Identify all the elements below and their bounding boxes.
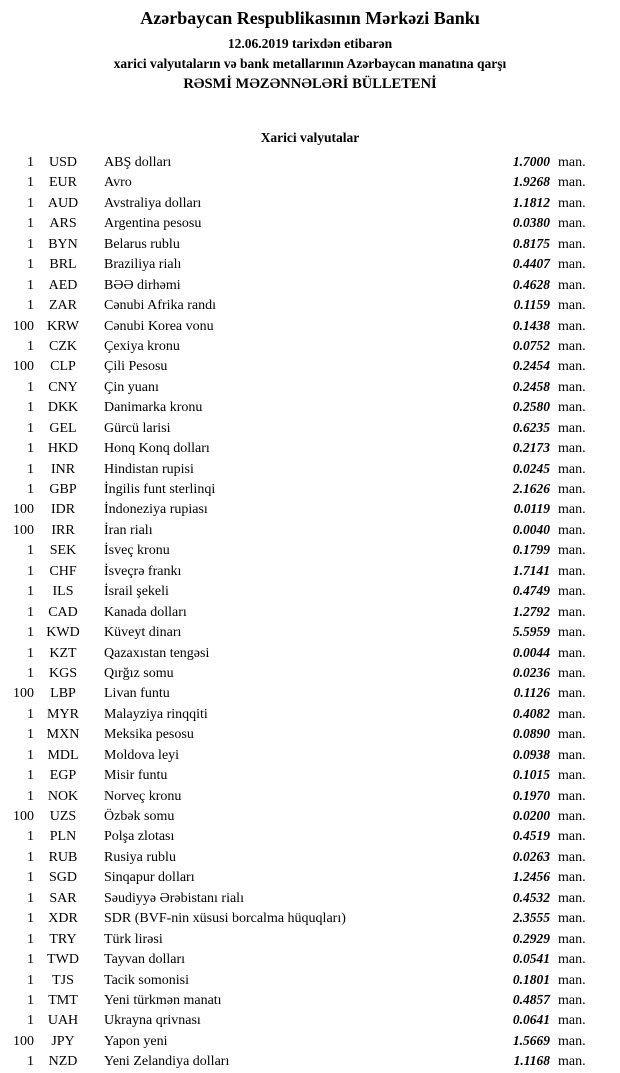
table-row: [4, 847, 594, 867]
row-unit-label: man.: [558, 400, 586, 416]
row-rate-value: 5.5959: [512, 624, 550, 640]
row-currency-code: AED: [48, 277, 78, 293]
row-unit-label: man.: [558, 236, 586, 252]
row-currency-name: Yeni türkmən manatı: [104, 992, 222, 1008]
row-rate-value: 0.1126: [513, 685, 550, 701]
row-currency-code: TJS: [52, 972, 74, 988]
row-quantity: 1: [27, 277, 34, 293]
table-row: [4, 888, 594, 908]
row-quantity: 1: [27, 195, 34, 211]
row-unit-label: man.: [558, 1054, 586, 1070]
row-unit-label: man.: [558, 584, 586, 600]
row-currency-code: EGP: [49, 768, 77, 784]
table-row: [4, 683, 594, 703]
row-currency-name: Tacik somonisi: [104, 972, 189, 988]
row-currency-name: Belarus rublu: [104, 236, 180, 252]
bulletin-subtitle: xarici valyutaların və bank metallarının Azərbaycan manatına qarşı: [113, 56, 507, 71]
row-quantity: 1: [27, 829, 34, 845]
table-row: [4, 1010, 594, 1030]
row-currency-code: UZS: [49, 809, 77, 824]
table-row: [4, 540, 594, 560]
row-currency-name: İsrail şekeli: [104, 584, 169, 600]
row-unit-label: man.: [558, 338, 586, 354]
row-unit-label: man.: [558, 849, 586, 865]
row-currency-name: Meksika pesosu: [104, 727, 194, 743]
row-currency-code: NOK: [47, 788, 79, 804]
row-rate-value: 0.0263: [512, 848, 550, 864]
row-quantity: 1: [27, 379, 34, 395]
table-row: [4, 561, 594, 581]
row-unit-label: man.: [558, 563, 586, 579]
row-currency-code: ILS: [52, 584, 74, 600]
table-row: [4, 1051, 594, 1071]
row-currency-code: CZK: [49, 338, 77, 354]
row-currency-code: LBP: [50, 686, 76, 702]
row-currency-code: SAR: [49, 890, 77, 906]
row-currency-name: BƏƏ dirhəmi: [104, 277, 181, 293]
row-unit-label: man.: [558, 809, 586, 824]
row-currency-name: İsveçrə frankı: [104, 563, 182, 579]
row-currency-name: Yapon yeni: [104, 1033, 168, 1049]
row-unit-label: man.: [558, 420, 586, 436]
row-currency-code: XDR: [48, 911, 78, 927]
table-row: [4, 581, 594, 601]
row-rate-value: 0.4407: [512, 256, 550, 272]
row-currency-name: Avro: [104, 175, 132, 191]
row-quantity: 1: [27, 952, 34, 968]
rates-table: [0, 152, 620, 1072]
row-quantity: 1: [27, 911, 34, 927]
bulletin-title: RƏSMİ MƏZƏNNƏLƏRİ BÜLLETENİ: [183, 76, 437, 92]
row-currency-name: Qırğız somu: [104, 665, 174, 681]
row-currency-code: MYR: [47, 706, 79, 722]
row-rate-value: 0.1159: [513, 297, 550, 313]
row-rate-value: 0.0641: [512, 1012, 550, 1028]
row-currency-code: GBP: [49, 482, 77, 497]
row-rate-value: 0.2458: [512, 378, 550, 394]
row-rate-value: 1.1168: [513, 1053, 550, 1069]
row-unit-label: man.: [558, 706, 586, 722]
row-quantity: 1: [27, 890, 34, 906]
row-currency-code: EUR: [49, 175, 77, 191]
row-currency-name: İndoneziya rupiası: [104, 502, 208, 518]
row-currency-code: AUD: [47, 195, 79, 211]
row-currency-code: IDR: [50, 502, 76, 518]
row-quantity: 1: [27, 992, 34, 1008]
row-currency-code: TWD: [47, 952, 79, 968]
row-rate-value: 0.0040: [512, 521, 550, 537]
row-currency-name: Danimarka kronu: [104, 400, 203, 416]
row-currency-name: İran rialı: [104, 522, 153, 538]
row-unit-label: man.: [558, 768, 586, 784]
row-currency-name: Qazaxıstan tengəsi: [104, 645, 210, 661]
row-currency-code: SGD: [48, 870, 77, 886]
row-unit-label: man.: [558, 441, 586, 457]
table-row: [4, 234, 594, 254]
row-currency-code: USD: [48, 155, 77, 170]
table-row: [4, 826, 594, 846]
row-unit-label: man.: [558, 155, 586, 170]
table-row: [4, 622, 594, 642]
row-currency-name: Hindistan rupisi: [104, 461, 194, 477]
row-quantity: 1: [27, 155, 34, 170]
row-quantity: 1: [27, 665, 34, 681]
row-rate-value: 0.2454: [512, 358, 550, 374]
row-currency-code: MXN: [46, 727, 80, 743]
row-unit-label: man.: [558, 645, 586, 661]
row-currency-name: Sinqapur dolları: [104, 870, 195, 886]
row-unit-label: man.: [558, 298, 586, 314]
row-rate-value: 1.5669: [512, 1032, 550, 1048]
row-rate-value: 0.4082: [512, 705, 550, 721]
row-unit-label: man.: [558, 318, 586, 334]
row-currency-code: INR: [50, 461, 76, 477]
row-currency-name: Argentina pesosu: [104, 216, 202, 232]
row-unit-label: man.: [558, 665, 586, 681]
row-unit-label: man.: [558, 911, 586, 927]
row-unit-label: man.: [558, 502, 586, 518]
row-unit-label: man.: [558, 686, 586, 702]
row-rate-value: 0.0890: [512, 726, 550, 742]
table-row: [4, 397, 594, 417]
table-row: [4, 786, 594, 806]
table-row: [4, 295, 594, 315]
table-row: [4, 316, 594, 336]
row-unit-label: man.: [558, 543, 586, 559]
row-rate-value: 1.7141: [512, 562, 550, 578]
row-currency-code: TMT: [48, 992, 78, 1008]
table-row: [4, 356, 594, 376]
row-currency-code: PLN: [49, 829, 77, 845]
effective-date: 12.06.2019 tarixdən etibarən: [227, 36, 393, 51]
table-row: [4, 520, 594, 540]
row-currency-name: Türk lirəsi: [104, 931, 163, 947]
row-unit-label: man.: [558, 890, 586, 906]
row-unit-label: man.: [558, 522, 586, 538]
row-rate-value: 0.0245: [512, 460, 550, 476]
row-rate-value: 0.2580: [512, 399, 550, 415]
row-rate-value: 0.4532: [512, 889, 550, 905]
row-rate-value: 0.4749: [512, 583, 550, 599]
row-unit-label: man.: [558, 992, 586, 1008]
row-quantity: 1: [27, 257, 34, 273]
table-row: [4, 499, 594, 519]
row-rate-value: 1.2456: [512, 869, 550, 885]
row-quantity: 100: [13, 522, 34, 538]
row-currency-code: DKK: [47, 400, 79, 416]
row-quantity: 1: [27, 727, 34, 743]
row-currency-name: İsveç kronu: [104, 543, 170, 559]
row-currency-name: Səudiyyə Ərəbistanı rialı: [104, 890, 244, 906]
table-row: [4, 663, 594, 683]
row-quantity: 1: [27, 338, 34, 354]
table-row: [4, 724, 594, 744]
row-rate-value: 0.4519: [512, 828, 550, 844]
row-unit-label: man.: [558, 195, 586, 211]
row-rate-value: 0.4628: [512, 276, 550, 292]
table-row: [4, 929, 594, 949]
row-rate-value: 1.9268: [512, 174, 550, 190]
row-currency-name: Avstraliya dolları: [104, 195, 202, 211]
row-quantity: 1: [27, 870, 34, 886]
row-unit-label: man.: [558, 175, 586, 191]
row-rate-value: 0.1799: [512, 542, 550, 558]
row-unit-label: man.: [558, 277, 586, 293]
row-rate-value: 0.0044: [512, 644, 550, 660]
table-row: [4, 1031, 594, 1051]
row-quantity: 1: [27, 788, 34, 804]
row-unit-label: man.: [558, 972, 586, 988]
row-rate-value: 2.3555: [512, 910, 550, 926]
row-quantity: 1: [27, 972, 34, 988]
row-quantity: 1: [27, 604, 34, 620]
row-currency-name: Cənubi Korea vonu: [104, 318, 214, 334]
row-quantity: 1: [27, 236, 34, 252]
row-unit-label: man.: [558, 257, 586, 273]
row-rate-value: 0.8175: [512, 235, 550, 251]
row-quantity: 1: [27, 563, 34, 579]
row-currency-code: IRR: [51, 522, 75, 538]
row-currency-name: ABŞ dolları: [104, 155, 172, 170]
row-unit-label: man.: [558, 379, 586, 395]
row-currency-name: Polşa zlotası: [104, 829, 175, 845]
row-currency-code: BRL: [49, 257, 77, 273]
row-rate-value: 2.1626: [512, 481, 550, 496]
table-row: [4, 336, 594, 356]
row-rate-value: 0.0119: [513, 501, 550, 517]
row-rate-value: 0.1015: [512, 767, 550, 783]
row-rate-value: 1.2792: [512, 603, 550, 619]
row-unit-label: man.: [558, 1013, 586, 1029]
row-currency-code: KGS: [48, 665, 77, 681]
row-rate-value: 0.0380: [512, 215, 550, 231]
row-rate-value: 0.0200: [512, 808, 550, 823]
row-currency-name: Kanada dolları: [104, 604, 187, 620]
row-quantity: 1: [27, 931, 34, 947]
row-currency-name: Çexiya kronu: [104, 338, 180, 354]
row-unit-label: man.: [558, 359, 586, 375]
row-currency-name: Malayziya rinqqiti: [104, 706, 208, 722]
table-row: [4, 172, 594, 192]
table-row: [4, 275, 594, 295]
row-quantity: 1: [27, 543, 34, 559]
row-rate-value: 0.0236: [512, 664, 550, 680]
row-currency-code: CAD: [48, 604, 78, 620]
row-quantity: 1: [27, 175, 34, 191]
row-quantity: 1: [27, 482, 34, 497]
row-currency-name: Çili Pesosu: [104, 359, 168, 375]
row-unit-label: man.: [558, 788, 586, 804]
row-currency-code: KRW: [47, 318, 79, 334]
row-quantity: 1: [27, 584, 34, 600]
row-currency-name: Ukrayna qrivnası: [104, 1013, 201, 1029]
row-quantity: 1: [27, 706, 34, 722]
table-row: [4, 377, 594, 397]
row-currency-code: KWD: [46, 625, 80, 641]
row-rate-value: 0.1438: [512, 317, 550, 333]
row-currency-name: Gürcü larisi: [104, 420, 171, 436]
table-row: [4, 745, 594, 765]
table-row: [4, 438, 594, 458]
row-quantity: 1: [27, 441, 34, 457]
row-currency-name: Livan funtu: [104, 686, 170, 702]
row-unit-label: man.: [558, 952, 586, 968]
row-unit-label: man.: [558, 870, 586, 886]
row-currency-name: SDR (BVF-nin xüsusi borcalma hüquqları): [104, 911, 346, 927]
row-currency-code: CLP: [50, 359, 76, 375]
row-unit-label: man.: [558, 1033, 586, 1049]
row-currency-code: JPY: [51, 1033, 75, 1049]
table-row: [4, 602, 594, 622]
row-currency-name: Yeni Zelandiya dolları: [104, 1054, 230, 1070]
row-rate-value: 0.1970: [512, 787, 550, 803]
row-unit-label: man.: [558, 747, 586, 763]
table-row: [4, 418, 594, 438]
row-currency-name: Braziliya rialı: [104, 257, 182, 273]
row-quantity: 100: [13, 1033, 34, 1049]
row-unit-label: man.: [558, 931, 586, 947]
row-currency-code: NZD: [48, 1054, 78, 1070]
row-rate-value: 0.2929: [512, 930, 550, 946]
row-unit-label: man.: [558, 625, 586, 641]
row-currency-name: Özbək somu: [104, 809, 175, 824]
row-unit-label: man.: [558, 216, 586, 232]
row-currency-code: BYN: [48, 236, 78, 252]
row-rate-value: 1.7000: [512, 154, 550, 169]
row-rate-value: 1.1812: [512, 194, 550, 210]
row-currency-code: ARS: [49, 216, 77, 232]
table-row: [4, 213, 594, 233]
table-row: [4, 765, 594, 785]
table-row: [4, 643, 594, 663]
row-quantity: 1: [27, 625, 34, 641]
row-currency-name: Honq Konq dolları: [104, 441, 210, 457]
row-currency-code: UAH: [47, 1013, 79, 1029]
row-quantity: 1: [27, 768, 34, 784]
table-row: [4, 949, 594, 969]
table-row: [4, 908, 594, 928]
row-rate-value: 0.1801: [512, 971, 550, 987]
table-row: [4, 459, 594, 479]
row-quantity: 100: [13, 809, 34, 824]
row-currency-code: KZT: [49, 645, 77, 661]
row-quantity: 1: [27, 645, 34, 661]
row-unit-label: man.: [558, 461, 586, 477]
row-currency-name: Norveç kronu: [104, 788, 182, 804]
row-currency-name: Rusiya rublu: [104, 849, 176, 865]
row-currency-code: CNY: [48, 379, 78, 395]
row-currency-code: RUB: [48, 849, 78, 865]
row-currency-name: İngilis funt sterlinqi: [104, 482, 216, 497]
row-quantity: 100: [13, 502, 34, 518]
row-currency-name: Moldova leyi: [104, 747, 180, 763]
row-quantity: 100: [13, 359, 34, 375]
row-currency-code: ZAR: [49, 298, 77, 314]
row-rate-value: 0.0541: [512, 951, 550, 967]
table-row: [4, 704, 594, 724]
row-currency-code: SEK: [49, 543, 77, 559]
row-unit-label: man.: [558, 482, 586, 497]
row-currency-name: Tayvan dolları: [104, 952, 186, 968]
row-rate-value: 0.6235: [512, 419, 550, 435]
row-currency-name: Misir funtu: [104, 768, 168, 784]
row-quantity: 1: [27, 420, 34, 436]
row-quantity: 1: [27, 1013, 34, 1029]
row-currency-code: HKD: [47, 441, 79, 457]
row-currency-name: Çin yuanı: [104, 379, 159, 395]
row-rate-value: 0.0752: [512, 337, 550, 353]
row-unit-label: man.: [558, 829, 586, 845]
row-rate-value: 0.0938: [512, 746, 550, 762]
row-rate-value: 0.4857: [512, 991, 550, 1007]
row-currency-name: Cənubi Afrika randı: [104, 298, 216, 314]
row-currency-code: TRY: [49, 931, 77, 947]
row-quantity: 1: [27, 1054, 34, 1070]
row-currency-name: Küveyt dinarı: [104, 625, 182, 641]
row-quantity: 100: [13, 686, 34, 702]
table-row: [4, 990, 594, 1010]
section-title-foreign-currencies: Xarici valyutalar: [260, 130, 360, 145]
table-row: [4, 193, 594, 213]
row-quantity: 1: [27, 298, 34, 314]
row-unit-label: man.: [558, 727, 586, 743]
row-currency-code: GEL: [49, 420, 77, 436]
row-currency-code: CHF: [49, 563, 77, 579]
row-unit-label: man.: [558, 604, 586, 620]
row-quantity: 1: [27, 849, 34, 865]
table-row: [4, 867, 594, 887]
table-row: [4, 479, 594, 499]
page-title: Azərbaycan Respublikasının Mərkəzi Bankı: [140, 8, 480, 28]
table-row: [4, 806, 594, 826]
row-quantity: 1: [27, 400, 34, 416]
table-row: [4, 152, 594, 172]
row-quantity: 1: [27, 747, 34, 763]
table-row: [4, 254, 594, 274]
row-rate-value: 0.2173: [512, 440, 550, 456]
row-quantity: 1: [27, 461, 34, 477]
row-quantity: 100: [13, 318, 34, 334]
row-quantity: 1: [27, 216, 34, 232]
row-currency-code: MDL: [47, 747, 79, 763]
table-row: [4, 970, 594, 990]
